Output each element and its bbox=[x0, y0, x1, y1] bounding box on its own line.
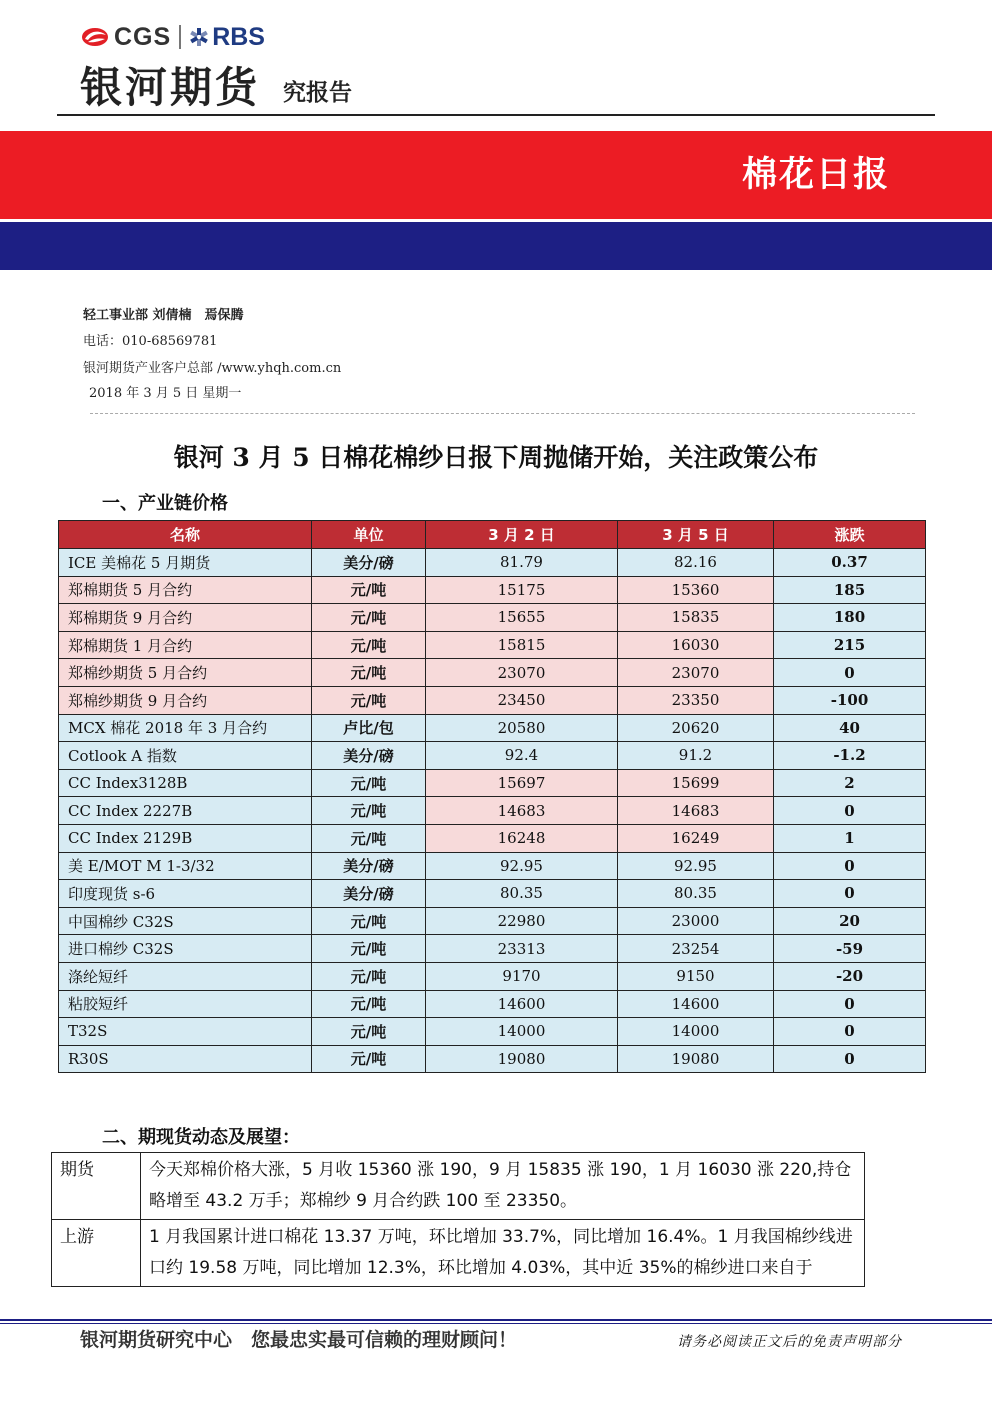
cell-unit: 元/吨 bbox=[312, 604, 426, 632]
cell-change: 0 bbox=[774, 1045, 926, 1073]
cell-change: 0 bbox=[774, 852, 926, 880]
cell-name: 郑棉纱期货 5 月合约 bbox=[59, 659, 312, 687]
cell-unit: 元/吨 bbox=[312, 907, 426, 935]
report-date: 2018 年 3 月 5 日 星期一 bbox=[89, 386, 242, 401]
table-row bbox=[59, 631, 926, 659]
cell-change: 0 bbox=[774, 990, 926, 1018]
cell-unit: 元/吨 bbox=[312, 797, 426, 825]
outlook-row bbox=[52, 1220, 865, 1287]
col-header-change: 涨跌 bbox=[774, 521, 926, 549]
cell-date1: 14000 bbox=[426, 1018, 618, 1046]
col-header-date2: 3 月 5 日 bbox=[618, 521, 774, 549]
cell-date2: 92.95 bbox=[618, 852, 774, 880]
cell-date1: 19080 bbox=[426, 1045, 618, 1073]
table-row bbox=[59, 1018, 926, 1046]
section-heading-prices: 一、产业链价格 bbox=[102, 493, 228, 514]
cell-change: 1 bbox=[774, 824, 926, 852]
cell-date1: 14683 bbox=[426, 797, 618, 825]
cell-date1: 80.35 bbox=[426, 880, 618, 908]
cell-date1: 20580 bbox=[426, 714, 618, 742]
table-row bbox=[59, 880, 926, 908]
cell-unit: 元/吨 bbox=[312, 659, 426, 687]
cell-change: 40 bbox=[774, 714, 926, 742]
brand-subtitle: 究报告 bbox=[283, 80, 352, 106]
cell-change: 215 bbox=[774, 631, 926, 659]
table-row bbox=[59, 604, 926, 632]
cell-unit: 元/吨 bbox=[312, 962, 426, 990]
brand-name: 银河期货 bbox=[80, 63, 261, 112]
cell-unit: 元/吨 bbox=[312, 1018, 426, 1046]
table-header-row bbox=[59, 521, 926, 549]
cell-date1: 22980 bbox=[426, 907, 618, 935]
cell-date2: 82.16 bbox=[618, 549, 774, 577]
cell-date2: 23350 bbox=[618, 686, 774, 714]
col-header-unit: 单位 bbox=[312, 521, 426, 549]
cell-date1: 23313 bbox=[426, 935, 618, 963]
cell-change: 2 bbox=[774, 769, 926, 797]
red-banner bbox=[0, 131, 992, 219]
footer-rule-thin bbox=[0, 1323, 992, 1324]
cell-unit: 元/吨 bbox=[312, 769, 426, 797]
cell-name: 涤纶短纤 bbox=[59, 962, 312, 990]
cgs-swirl-icon bbox=[80, 26, 110, 48]
cell-unit: 美分/磅 bbox=[312, 742, 426, 770]
table-row bbox=[59, 797, 926, 825]
cell-date2: 23254 bbox=[618, 935, 774, 963]
cell-date1: 92.95 bbox=[426, 852, 618, 880]
phone: 电话：010-68569781 bbox=[83, 334, 218, 349]
cell-date1: 16248 bbox=[426, 824, 618, 852]
outlook-table bbox=[51, 1152, 865, 1287]
cell-unit: 元/吨 bbox=[312, 824, 426, 852]
dashed-divider bbox=[90, 413, 915, 414]
logo-separator bbox=[179, 25, 181, 49]
cell-change: 0 bbox=[774, 797, 926, 825]
website[interactable]: 银河期货产业客户总部 /www.yhqh.com.cn bbox=[83, 361, 342, 376]
navy-banner bbox=[0, 222, 992, 270]
outlook-row bbox=[52, 1153, 865, 1220]
cell-name: R30S bbox=[59, 1045, 312, 1073]
cell-date2: 23000 bbox=[618, 907, 774, 935]
cell-unit: 元/吨 bbox=[312, 576, 426, 604]
cell-unit: 卢比/包 bbox=[312, 714, 426, 742]
cell-name: 郑棉期货 5 月合约 bbox=[59, 576, 312, 604]
footer-disclaimer-note: 请务必阅读正文后的免责声明部分 bbox=[677, 1334, 902, 1350]
cell-name: 郑棉期货 1 月合约 bbox=[59, 631, 312, 659]
outlook-text: 今天郑棉价格大涨，5 月收 15360 涨 190，9 月 15835 涨 190，1 月 16030 涨 220,持仓略增至 43.2 万手；郑棉纱 9 月合约跌 100 至 23350。 bbox=[141, 1153, 865, 1220]
table-row bbox=[59, 659, 926, 687]
cell-name: CC Index3128B bbox=[59, 769, 312, 797]
cell-date2: 19080 bbox=[618, 1045, 774, 1073]
cell-date2: 91.2 bbox=[618, 742, 774, 770]
col-header-date1: 3 月 2 日 bbox=[426, 521, 618, 549]
report-title: 银河 3 月 5 日棉花棉纱日报下周抛储开始，关注政策公布 bbox=[173, 443, 819, 472]
table-row bbox=[59, 549, 926, 577]
cell-date1: 23450 bbox=[426, 686, 618, 714]
cell-change: 0 bbox=[774, 880, 926, 908]
cell-date2: 16249 bbox=[618, 824, 774, 852]
footer-slogan: 银河期货研究中心 您最忠实最可信赖的理财顾问！ bbox=[80, 1329, 518, 1351]
outlook-text: 1 月我国累计进口棉花 13.37 万吨，环比增加 33.7%，同比增加 16.4%。1 月我国棉纱线进口约 19.58 万吨，同比增加 12.3%，环比增加 4.03%，其中近 35%的棉纱进口来自于 bbox=[141, 1220, 865, 1287]
cell-date1: 15175 bbox=[426, 576, 618, 604]
cell-date2: 15360 bbox=[618, 576, 774, 604]
header-rule bbox=[57, 114, 935, 116]
cell-date2: 14683 bbox=[618, 797, 774, 825]
col-header-name: 名称 bbox=[59, 521, 312, 549]
cell-unit: 美分/磅 bbox=[312, 880, 426, 908]
logo-rbs-text: RBS bbox=[212, 22, 265, 51]
cell-date2: 9150 bbox=[618, 962, 774, 990]
cell-date2: 15835 bbox=[618, 604, 774, 632]
table-row bbox=[59, 742, 926, 770]
cell-change: -100 bbox=[774, 686, 926, 714]
cell-unit: 美分/磅 bbox=[312, 852, 426, 880]
outlook-label: 上游 bbox=[52, 1220, 141, 1287]
cell-change: 180 bbox=[774, 604, 926, 632]
cell-date1: 15697 bbox=[426, 769, 618, 797]
cell-date2: 20620 bbox=[618, 714, 774, 742]
table-row bbox=[59, 769, 926, 797]
report-type-title: 棉花日报 bbox=[741, 155, 890, 195]
cell-unit: 元/吨 bbox=[312, 935, 426, 963]
cell-name: 郑棉纱期货 9 月合约 bbox=[59, 686, 312, 714]
cell-name: 进口棉纱 C32S bbox=[59, 935, 312, 963]
cell-name: Cotlook A 指数 bbox=[59, 742, 312, 770]
footer-rule bbox=[0, 1319, 992, 1321]
cell-name: T32S bbox=[59, 1018, 312, 1046]
cell-date1: 9170 bbox=[426, 962, 618, 990]
cell-change: 185 bbox=[774, 576, 926, 604]
cell-date2: 23070 bbox=[618, 659, 774, 687]
cell-date2: 16030 bbox=[618, 631, 774, 659]
cell-name: MCX 棉花 2018 年 3 月合约 bbox=[59, 714, 312, 742]
cell-change: -1.2 bbox=[774, 742, 926, 770]
cell-date2: 14000 bbox=[618, 1018, 774, 1046]
cell-date1: 23070 bbox=[426, 659, 618, 687]
cell-date1: 81.79 bbox=[426, 549, 618, 577]
cell-name: 粘胶短纤 bbox=[59, 990, 312, 1018]
table-row bbox=[59, 686, 926, 714]
cell-date1: 14600 bbox=[426, 990, 618, 1018]
table-row bbox=[59, 962, 926, 990]
table-row bbox=[59, 576, 926, 604]
cell-date2: 15699 bbox=[618, 769, 774, 797]
cell-unit: 元/吨 bbox=[312, 1045, 426, 1073]
cell-unit: 元/吨 bbox=[312, 990, 426, 1018]
cell-change: 20 bbox=[774, 907, 926, 935]
cell-name: CC Index 2227B bbox=[59, 797, 312, 825]
cell-name: 中国棉纱 C32S bbox=[59, 907, 312, 935]
cell-change: 0 bbox=[774, 659, 926, 687]
table-row bbox=[59, 907, 926, 935]
cell-date2: 80.35 bbox=[618, 880, 774, 908]
logo bbox=[80, 20, 265, 54]
cell-name: ICE 美棉花 5 月期货 bbox=[59, 549, 312, 577]
table-row bbox=[59, 990, 926, 1018]
cell-change: 0.37 bbox=[774, 549, 926, 577]
cell-name: 郑棉期货 9 月合约 bbox=[59, 604, 312, 632]
cell-change: -20 bbox=[774, 962, 926, 990]
outlook-label: 期货 bbox=[52, 1153, 141, 1220]
cell-date2: 14600 bbox=[618, 990, 774, 1018]
cell-unit: 美分/磅 bbox=[312, 549, 426, 577]
authors: 轻工事业部 刘倩楠 焉保腾 bbox=[83, 308, 244, 323]
cell-change: -59 bbox=[774, 935, 926, 963]
cell-unit: 元/吨 bbox=[312, 631, 426, 659]
logo-cgs-text: CGS bbox=[114, 22, 172, 51]
price-table bbox=[58, 520, 926, 1073]
cell-date1: 92.4 bbox=[426, 742, 618, 770]
cell-name: CC Index 2129B bbox=[59, 824, 312, 852]
cell-change: 0 bbox=[774, 1018, 926, 1046]
rbs-daisy-icon bbox=[189, 27, 209, 47]
table-row bbox=[59, 824, 926, 852]
table-row bbox=[59, 714, 926, 742]
cell-date1: 15815 bbox=[426, 631, 618, 659]
table-row bbox=[59, 852, 926, 880]
cell-unit: 元/吨 bbox=[312, 686, 426, 714]
cell-name: 印度现货 s-6 bbox=[59, 880, 312, 908]
table-row bbox=[59, 1045, 926, 1073]
section-heading-outlook: 二、期现货动态及展望： bbox=[102, 1127, 300, 1148]
cell-date1: 15655 bbox=[426, 604, 618, 632]
cell-name: 美 E/MOT M 1-3/32 bbox=[59, 852, 312, 880]
table-row bbox=[59, 935, 926, 963]
